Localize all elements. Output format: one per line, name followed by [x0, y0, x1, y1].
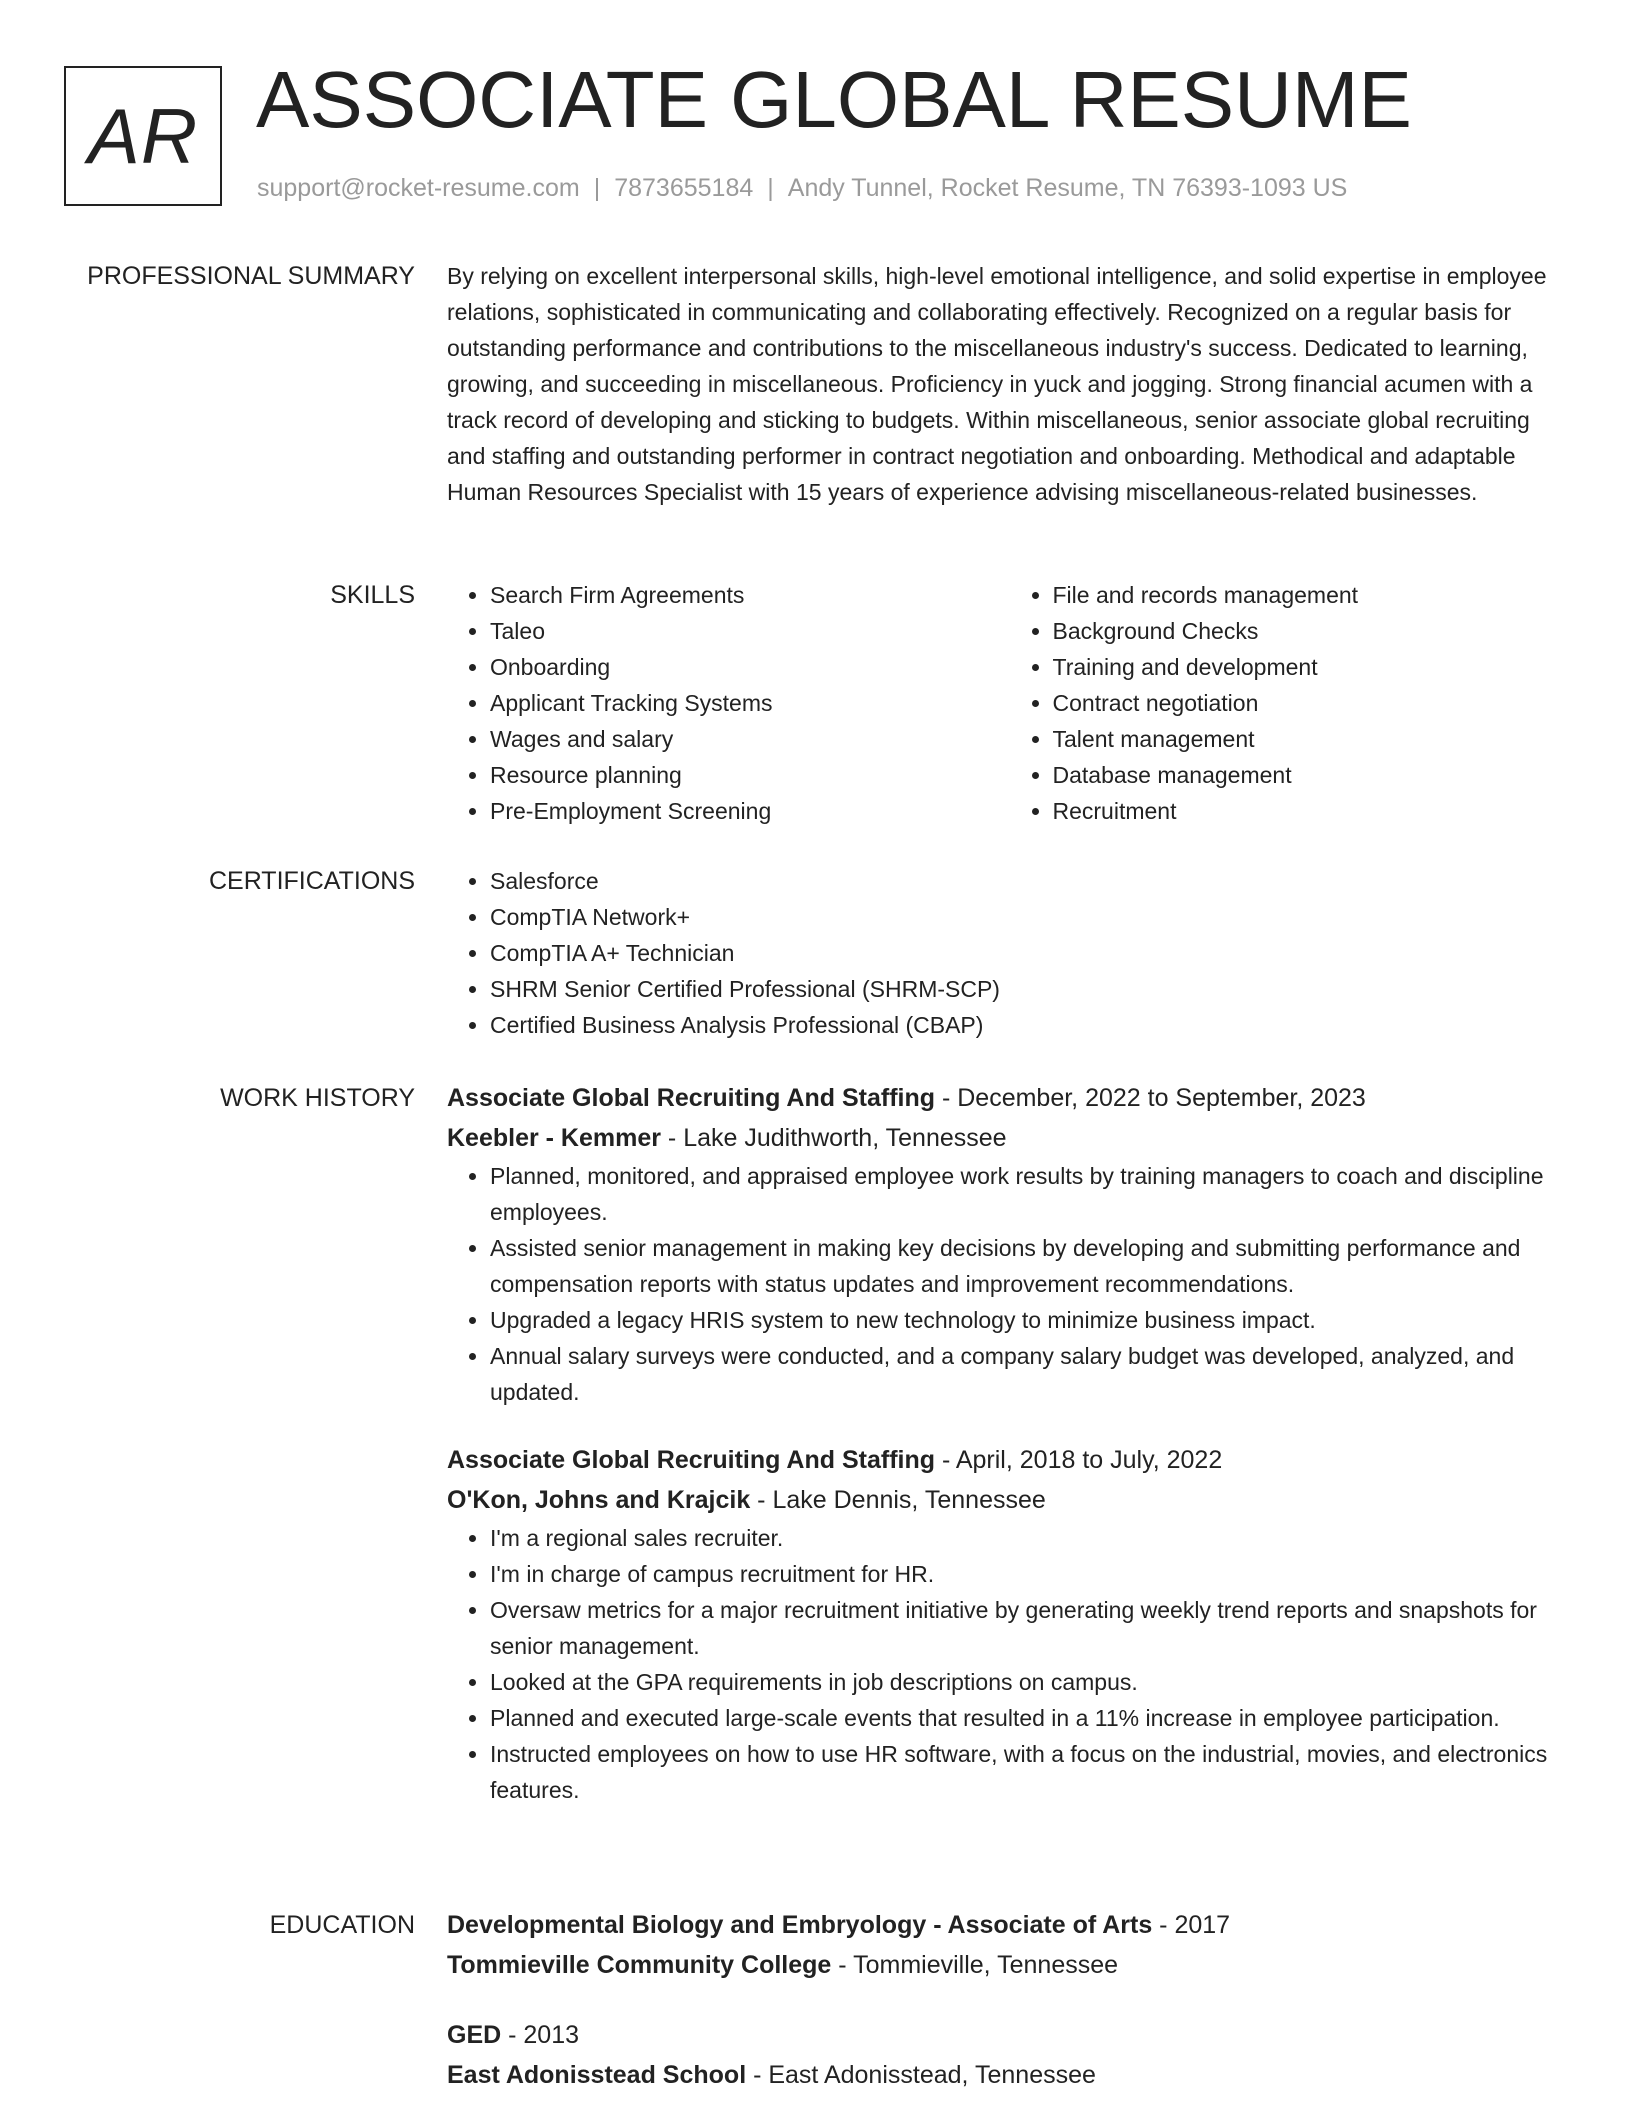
job-dates: - April, 2018 to July, 2022	[935, 1446, 1223, 1474]
certification-item: • SHRM Senior Certified Professional (SHRM-SCP)	[490, 971, 1572, 1007]
job-bullet: • Assisted senior management in making key decisions by developing and submitting performance and compensation reports with status updates and improvement recommendations.	[490, 1230, 1572, 1302]
skill-item: • Training and development	[1053, 649, 1573, 685]
certification-item: • Certified Business Analysis Professional (CBAP)	[490, 1007, 1572, 1043]
job-title-line	[447, 1078, 1572, 1118]
section-label-summary: PROFESSIONAL SUMMARY	[87, 262, 415, 290]
skills-list-left	[447, 577, 1010, 829]
education-year: - 2013	[501, 2021, 580, 2049]
certification-item: • CompTIA A+ Technician	[490, 935, 1572, 971]
contact-separator: |	[593, 174, 601, 202]
certifications-body	[447, 863, 1572, 1043]
skill-item: • Wages and salary	[490, 721, 1010, 757]
job-bullet: • Oversaw metrics for a major recruitment initiative by generating weekly trend reports and snapshots for senior management.	[490, 1592, 1572, 1664]
education-school: Tommieville Community College	[447, 1951, 832, 1979]
skill-item: • Resource planning	[490, 757, 1010, 793]
job-bullet: • Instructed employees on how to use HR software, with a focus on the industrial, movies, and electronics features.	[490, 1736, 1572, 1808]
job-title: Associate Global Recruiting And Staffing	[447, 1084, 936, 1112]
skills-body	[447, 577, 1572, 829]
education-body	[447, 1905, 1572, 2095]
skill-item: • Search Firm Agreements	[490, 577, 1010, 613]
job-bullet: • I'm a regional sales recruiter.	[490, 1520, 1572, 1556]
certifications-list	[447, 863, 1572, 1043]
job-company: O'Kon, Johns and Krajcik	[447, 1486, 751, 1514]
certification-item: • Salesforce	[490, 863, 1572, 899]
monogram-badge	[64, 66, 222, 206]
skill-item: • Talent management	[1053, 721, 1573, 757]
skill-item: • Contract negotiation	[1053, 685, 1573, 721]
job-title: Associate Global Recruiting And Staffing	[447, 1446, 936, 1474]
certification-item: • CompTIA Network+	[490, 899, 1572, 935]
job-entry	[447, 1078, 1572, 1410]
job-location: - Lake Dennis, Tennessee	[750, 1486, 1046, 1514]
skill-item: • Database management	[1053, 757, 1573, 793]
skills-grid	[447, 577, 1572, 829]
education-degree: GED	[447, 2021, 502, 2049]
section-label-work: WORK HISTORY	[220, 1084, 415, 1112]
education-degree-line	[447, 2015, 1572, 2055]
contact-line	[257, 174, 1347, 203]
job-bullet: • Upgraded a legacy HRIS system to new technology to minimize business impact.	[490, 1302, 1572, 1338]
section-label-education: EDUCATION	[269, 1911, 415, 1939]
education-school-line	[447, 2055, 1572, 2095]
section-label-certifications: CERTIFICATIONS	[208, 867, 415, 895]
job-location: - Lake Judithworth, Tennessee	[660, 1124, 1007, 1152]
job-bullets	[447, 1158, 1572, 1410]
skill-item: • Onboarding	[490, 649, 1010, 685]
summary-body	[447, 258, 1572, 510]
education-entry	[447, 2015, 1572, 2095]
job-bullets	[447, 1520, 1572, 1808]
education-location: - East Adonisstead, Tennessee	[746, 2061, 1096, 2089]
education-degree-line	[447, 1905, 1572, 1945]
job-bullet: • I'm in charge of campus recruitment for HR.	[490, 1556, 1572, 1592]
job-bullet: • Annual salary surveys were conducted, and a company salary budget was developed, analyzed, and updated.	[490, 1338, 1572, 1410]
education-degree: Developmental Biology and Embryology - Associate of Arts	[447, 1911, 1153, 1939]
job-bullet: • Planned, monitored, and appraised employee work results by training managers to coach and discipline employees.	[490, 1158, 1572, 1230]
resume-title: ASSOCIATE GLOBAL RESUME	[256, 55, 1412, 144]
education-school-line	[447, 1945, 1572, 1985]
job-org-line	[447, 1118, 1572, 1158]
contact-phone: 7873655184	[614, 174, 754, 202]
section-label-skills: SKILLS	[330, 581, 415, 609]
summary-text: By relying on excellent interpersonal skills, high-level emotional intelligence, and solid expertise in employee relations, sophisticated in communicating and collaborating effectively. Recognized on a regular basis for outstanding performance and contributions to the miscellaneous industry's success. Dedicated to learning, growing, and succeeding in miscellaneous. Proficiency in yuck and jogging. Strong financial acumen with a track record of developing and sticking to budgets. Within miscellaneous, senior associate global recruiting and staffing and outstanding performer in contract negotiation and onboarding. Methodical and adaptable Human Resources Specialist with 15 years of experience advising miscellaneous-related businesses.	[447, 263, 1547, 505]
job-entry	[447, 1440, 1572, 1808]
monogram-initials: AR	[87, 91, 199, 180]
job-org-line	[447, 1480, 1572, 1520]
education-location: - Tommieville, Tennessee	[831, 1951, 1119, 1979]
job-title-line	[447, 1440, 1572, 1480]
skill-item: • Recruitment	[1053, 793, 1573, 829]
education-year: - 2017	[1152, 1911, 1231, 1939]
skill-item: • Taleo	[490, 613, 1010, 649]
skill-item: • Background Checks	[1053, 613, 1573, 649]
contact-address: Andy Tunnel, Rocket Resume, TN 76393-1093 US	[787, 174, 1348, 202]
skill-item: • File and records management	[1053, 577, 1573, 613]
skills-list-right	[1010, 577, 1573, 829]
job-bullet: • Planned and executed large-scale events that resulted in a 11% increase in employee participation.	[490, 1700, 1572, 1736]
job-company: Keebler - Kemmer	[447, 1124, 661, 1152]
education-school: East Adonisstead School	[447, 2061, 747, 2089]
contact-separator: |	[767, 174, 774, 202]
contact-email: support@rocket-resume.com	[257, 174, 580, 202]
job-dates: - December, 2022 to September, 2023	[935, 1084, 1366, 1112]
skill-item: • Applicant Tracking Systems	[490, 685, 1010, 721]
education-entry	[447, 1905, 1572, 1985]
work-body	[447, 1078, 1572, 1808]
job-bullet: • Looked at the GPA requirements in job descriptions on campus.	[490, 1664, 1572, 1700]
skill-item: • Pre-Employment Screening	[490, 793, 1010, 829]
